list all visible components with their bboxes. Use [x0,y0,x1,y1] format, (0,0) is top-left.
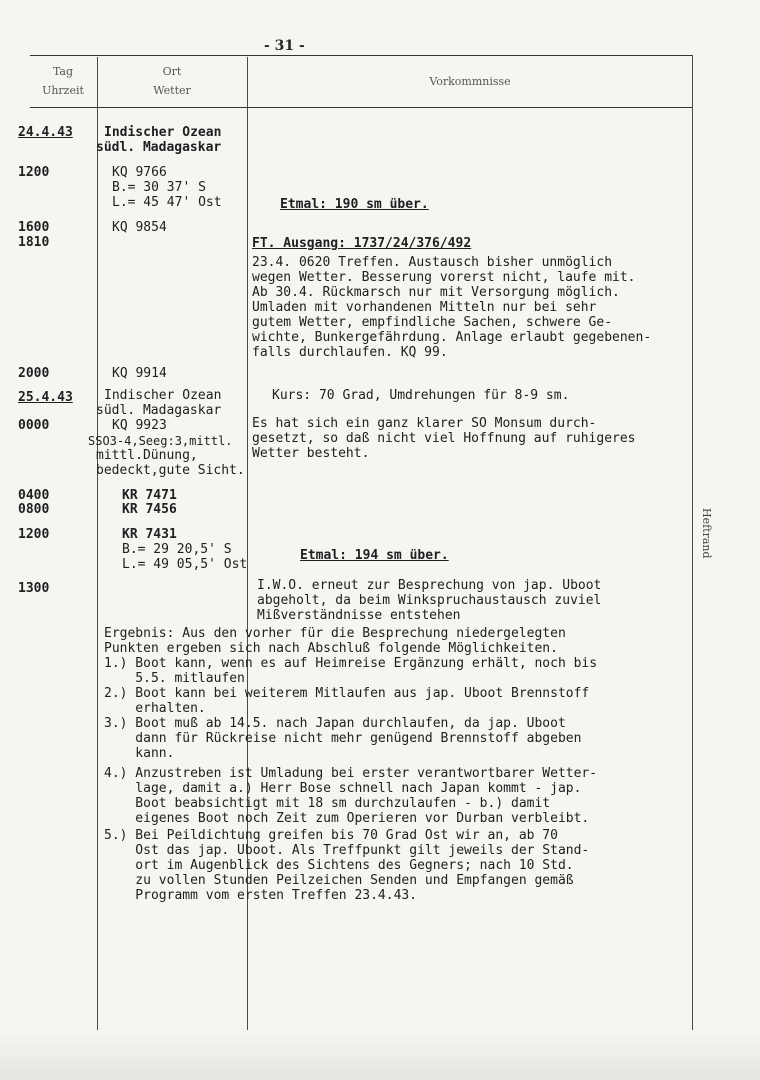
header-tag: Tag [52,65,74,78]
page-bottom-shadow [0,1030,760,1080]
log-line: Wetter besteht. [252,446,370,461]
etmal-entry: Etmal: 190 sm über. [280,197,429,212]
date-entry: 24.4.43 [18,125,73,140]
log-line: wichte, Bunkergefährdung. Anlage erlaubt gegebenen- [252,330,652,345]
header-ort-wetter [98,62,246,100]
results-line: dann für Rückreise nicht mehr genügend Brennstoff abgeben [104,731,582,746]
results-line: 4.) Anzustreben ist Umladung bei erster verantwortbarer Wetter- [104,766,598,781]
log-line: Kurs: 70 Grad, Umdrehungen für 8-9 sm. [272,388,570,403]
header-ort: Ort [162,65,182,78]
weather-line: bedeckt,gute Sicht. [96,463,245,478]
page-number: - 31 - [264,38,305,54]
results-line: Punkten ergeben sich nach Abschluß folgende Möglichkeiten. [104,641,558,656]
longitude: L.= 49 05,5' Ost [122,557,248,572]
location-line: Indischer Ozean [104,388,222,403]
log-line: Es hat sich ein ganz klarer SO Monsum durch- [252,416,597,431]
longitude: L.= 45 47' Ost [112,195,222,210]
etmal-entry: Etmal: 194 sm über. [300,548,449,563]
results-line: 1.) Boot kann, wenn es auf Heimreise Ergänzung erhält, noch bis [104,656,598,671]
header-vorkommnisse: Vorkommnisse [429,75,511,88]
time-entry: 1600 [18,220,50,235]
grid-square: KQ 9923 [112,418,167,433]
grid-square: KQ 9766 [112,165,167,180]
log-line: abgeholt, da beim Winkspruchaustausch zuviel [257,593,602,608]
results-line: 2.) Boot kann bei weiterem Mitlaufen aus jap. Uboot Brennstoff [104,686,590,701]
grid-square: KR 7456 [122,502,177,517]
time-entry: 2000 [18,366,50,381]
log-line: gesetzt, so daß nicht viel Hoffnung auf ruhigeres [252,431,636,446]
latitude: B.= 29 20,5' S [122,542,232,557]
grid-square: KR 7471 [122,488,177,503]
log-line: Mißverständnisse entstehen [257,608,461,623]
location-line: südl. Madagaskar [96,140,222,155]
column-divider-1 [97,57,98,1042]
date-entry: 25.4.43 [18,390,73,405]
results-line: lage, damit a.) Herr Bose schnell nach Japan kommt - jap. [104,781,582,796]
log-line: wegen Wetter. Besserung vorerst nicht, laufe mit. [252,270,636,285]
time-entry: 0400 [18,488,50,503]
weather-line: SSO3-4,Seeg:3,mittl. [88,434,233,448]
results-line: Ergebnis: Aus den vorher für die Besprechung niedergelegten [104,626,566,641]
results-line: kann. [104,746,175,761]
side-label: Heftrand [700,508,713,559]
results-line: eigenes Boot noch Zeit zum Operieren vor Durban verbleibt. [104,811,590,826]
log-line: falls durchlaufen. KQ 99. [252,345,448,360]
right-margin-rule [692,55,693,1045]
time-entry: 1300 [18,581,50,596]
header-bottom-rule [30,107,692,108]
location-line: Indischer Ozean [104,125,222,140]
results-line: 5.5. mitlaufen [104,671,245,686]
results-line: Ost das jap. Uboot. Als Treffpunkt gilt jeweils der Stand- [104,843,590,858]
results-line: erhalten. [104,701,206,716]
results-line: 5.) Bei Peildichtung greifen bis 70 Grad Ost wir an, ab 70 [104,828,558,843]
header-wetter: Wetter [153,84,191,97]
log-line: gutem Wetter, empfindliche Sachen, schwere Ge- [252,315,613,330]
log-line: I.W.O. erneut zur Besprechung von jap. Uboot [257,578,602,593]
grid-square: KQ 9854 [112,220,167,235]
results-line: Programm vom ersten Treffen 23.4.43. [104,888,418,903]
grid-square: KR 7431 [122,527,177,542]
results-line: zu vollen Stunden Peilzeichen Senden und Empfangen gemäß [104,873,574,888]
ft-ausgang: FT. Ausgang: 1737/24/376/492 [252,236,472,251]
results-line: 3.) Boot muß ab 14.5. nach Japan durchlaufen, da jap. Uboot [104,716,566,731]
time-entry: 0000 [18,418,50,433]
results-line: Boot beabsichtigt mit 18 sm durchzulaufen - b.) damit [104,796,551,811]
latitude: B.= 30 37' S [112,180,206,195]
time-entry: 0800 [18,502,50,517]
header-uhrzeit: Uhrzeit [42,84,84,97]
results-line: ort im Augenblick des Sichtens des Gegners; nach 10 Std. [104,858,574,873]
time-entry: 1200 [18,165,50,180]
log-line: 23.4. 0620 Treffen. Austausch bisher unmöglich [252,255,613,270]
header-tag-uhrzeit [30,62,96,100]
time-entry: 1810 [18,235,50,250]
weather-line: mittl.Dünung, [96,448,198,463]
log-line: Ab 30.4. Rückmarsch nur mit Versorgung möglich. [252,285,620,300]
table-top-rule [30,55,692,56]
time-entry: 1200 [18,527,50,542]
grid-square: KQ 9914 [112,366,167,381]
log-line: Umladen mit vorhandenen Mitteln nur bei sehr [252,300,597,315]
location-line: südl. Madagaskar [96,403,222,418]
